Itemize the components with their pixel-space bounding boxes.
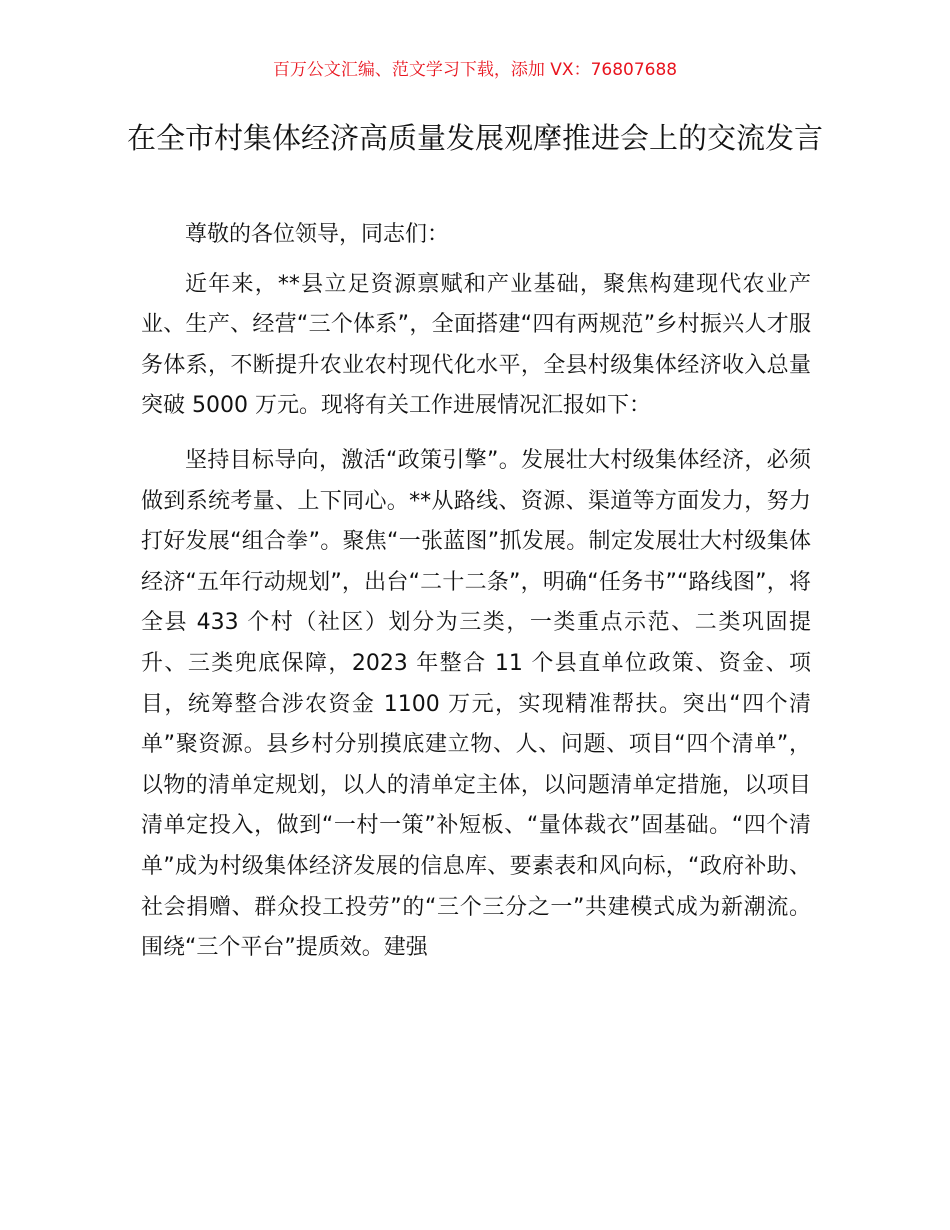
header-banner: 百万公文汇编、范文学习下载，添加 VX：76807688 — [272, 60, 678, 80]
salutation: 尊敬的各位领导，同志们： — [185, 222, 450, 247]
document-title: 在全市村集体经济高质量发展观摩推进会上的交流发言 — [126, 121, 823, 155]
document-body — [141, 215, 811, 969]
paragraph-policy: 坚持目标导向，激活“政策引擎”。发展壮大村级集体经济，必须做到系统考量、上下同心。**从路线、资源、渠道等方面发力，努力打好发展“组合拳”。聚焦“一张蓝图”抓发展。制定发展壮大村级集体经济“五年行动规划”，出台“二十二条”，明确“任务书”“路线图”，将全县 433 个村（社区）划分为三类，一类重点示范、二类巩固提升、三类兜底保障，2023 年整合 11 个县直单位政策、资金、项目，统筹整合涉农资金 1100 万元，实现精准帮扶。突出“四个清单”聚资源。县乡村分别摸底建立物、人、问题、项目“四个清单”，以物的清单定规划，以人的清单定主体，以问题清单定措施，以项目清单定投入，做到“一村一策”补短板、“量体裁衣”固基础。“四个清单”成为村级集体经济发展的信息库、要素表和风向标，“政府补助、社会捐赠、群众投工投劳”的“三个三分之一”共建模式成为新潮流。围绕“三个平台”提质效。建强 — [141, 447, 811, 961]
paragraph-intro: 近年来，**县立足资源禀赋和产业基础，聚焦构建现代农业产业、生产、经营“三个体系”，全面搭建“四有两规范”乡村振兴人才服务体系，不断提升农业农村现代化水平，全县村级集体经济收入总量突破 5000 万元。现将有关工作进展情况汇报如下： — [141, 271, 811, 419]
